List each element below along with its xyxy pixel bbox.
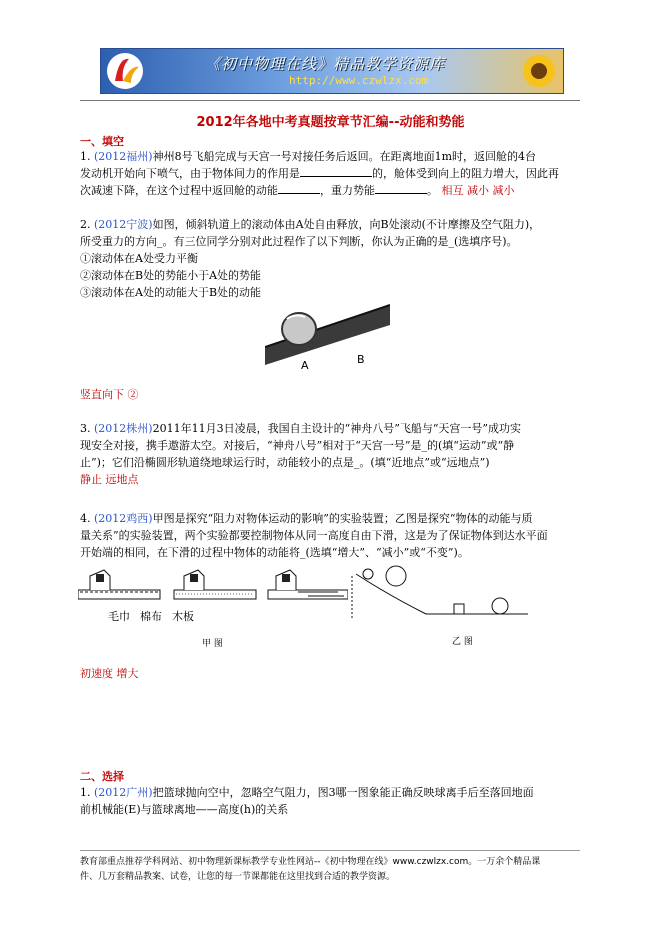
incline-track-figure (265, 303, 390, 373)
q4-text1: 甲图是探究“阻力对物体运动的影响”的实验装置；乙图是探究“物体的动能与质 (152, 512, 533, 525)
q5-text1: 把篮球抛向空中，忽略空气阻力，图3哪一图象能正确反映球离手后至落回地面 (152, 786, 534, 799)
banner-title: 《初中物理在线》精品教学资源库 (205, 55, 446, 73)
q2-number: 2. (80, 218, 91, 231)
q3-line2: 现安全对接，携手遨游太空。对接后，“神舟八号”相对于“天宫一号”是_的(填“运动”或“静 (80, 439, 515, 452)
q2-answer: 竖直向下 ② (80, 388, 139, 401)
q4-source: (2012鸡西) (94, 512, 153, 525)
q3-answer: 静止 远地点 (80, 473, 139, 486)
q1-text1: 神州8号飞船完成与天宫一号对接任务后返回。在距离地面1m时，返回舱的4台 (152, 150, 537, 163)
header-rule (80, 100, 580, 101)
label-a: A (301, 359, 309, 372)
footer-line1: 教育部重点推荐学科网站、初中物理新课标教学专业性网站--《初中物理在线》www.czwlzx.com。一万余个精品课 (80, 857, 541, 867)
q1-blank1[interactable] (300, 166, 372, 177)
q1-text3b: ，重力势能 (320, 184, 375, 197)
q3-number: 3. (80, 422, 91, 435)
label-b: B (357, 353, 365, 366)
footer-line2: 件、几万套精品教案、试卷，让您的每一节课都能在这里找到合适的教学资源。 (80, 872, 396, 882)
q1-line3 (80, 182, 515, 199)
header-banner (100, 48, 564, 94)
ramp-cotton (174, 570, 256, 599)
label-board: 木板 (172, 610, 194, 623)
figure-jia (78, 562, 348, 652)
q2-option2: ②滚动体在B处的势能小于A处的势能 (80, 269, 262, 282)
q2-line2: 所受重力的方向_。有三位同学分别对此过程作了以下判断，你认为正确的是_(选填序号)。 (80, 235, 518, 248)
q4-line1 (80, 510, 532, 527)
q4-line2: 量关系”的实验装置，两个实验都要控制物体从同一高度自由下滑，这是为了保证物体到达水平面 (80, 529, 548, 542)
q1-text2a: 发动机开始向下喷气，由于物体间力的作用是 (80, 167, 300, 180)
q1-line2 (80, 165, 559, 182)
section-heading-choice: 二、选择 (80, 770, 124, 783)
q2-option1: ①滚动体在A处受力平衡 (80, 252, 198, 265)
q5-line1 (80, 784, 534, 801)
figure-yi (350, 556, 532, 652)
q1-text3a: 次减速下降，在这个过程中返回舱的动能 (80, 184, 278, 197)
banner-url[interactable]: http://www.czwlzx.com (289, 74, 429, 87)
q1-number: 1. (80, 150, 91, 163)
page-title: 2012年各地中考真题按章节汇编--动能和势能 (196, 115, 465, 130)
q5-source: (2012广州) (94, 786, 153, 799)
q5-line2: 前机械能(E)与篮球离地——高度(h)的关系 (80, 803, 289, 816)
caption-jia: 甲 图 (202, 639, 223, 649)
caption-yi: 乙 图 (452, 637, 473, 647)
q3-text1: 2011年11月3日凌晨，我国自主设计的“神舟八号”飞船与“天宫一号”成功实 (152, 422, 522, 435)
q1-answer: 相互 减小 减小 (441, 184, 515, 197)
label-cotton: 棉布 (140, 610, 162, 623)
section-heading-fill: 一、填空 (80, 135, 124, 148)
q3-source: (2012株州) (94, 422, 153, 435)
q3-line3: 止”)；它们沿椭圆形轨道绕地球运行时，动能较小的点是_。(填“近地点”或“远地点”) (80, 456, 490, 469)
q3-line1 (80, 420, 521, 437)
q1-blank3[interactable] (375, 183, 427, 194)
q2-option3: ③滚动体在A处的动能大于B处的动能 (80, 286, 262, 299)
q2-source: (2012宁波) (94, 218, 153, 231)
ramp-board (268, 570, 348, 599)
sunflower-icon (521, 53, 557, 89)
q4-number: 4. (80, 512, 91, 525)
q1-text3c: 。 (427, 184, 438, 197)
q4-line3: 开始端的相同，在下滑的过程中物体的动能将_(选填“增大”、“减小”或“不变”)。 (80, 546, 469, 559)
label-towel: 毛巾 (108, 610, 130, 623)
site-logo-icon (105, 51, 145, 91)
ramp-towel (78, 570, 160, 599)
q2-text1: 如图，倾斜轨道上的滚动体由A处自由释放，向B处滚动(不计摩擦及空气阻力)， (152, 218, 541, 231)
q2-line1 (80, 216, 540, 233)
q4-answer: 初速度 增大 (80, 667, 139, 680)
q1-line1 (80, 148, 536, 165)
footer-rule (80, 850, 580, 851)
q5-number: 1. (80, 786, 91, 799)
q1-source: (2012福州) (94, 150, 153, 163)
q1-text2b: 的，舱体受到向上的阻力增大，因此再 (372, 167, 559, 180)
q1-blank2[interactable] (278, 183, 320, 194)
